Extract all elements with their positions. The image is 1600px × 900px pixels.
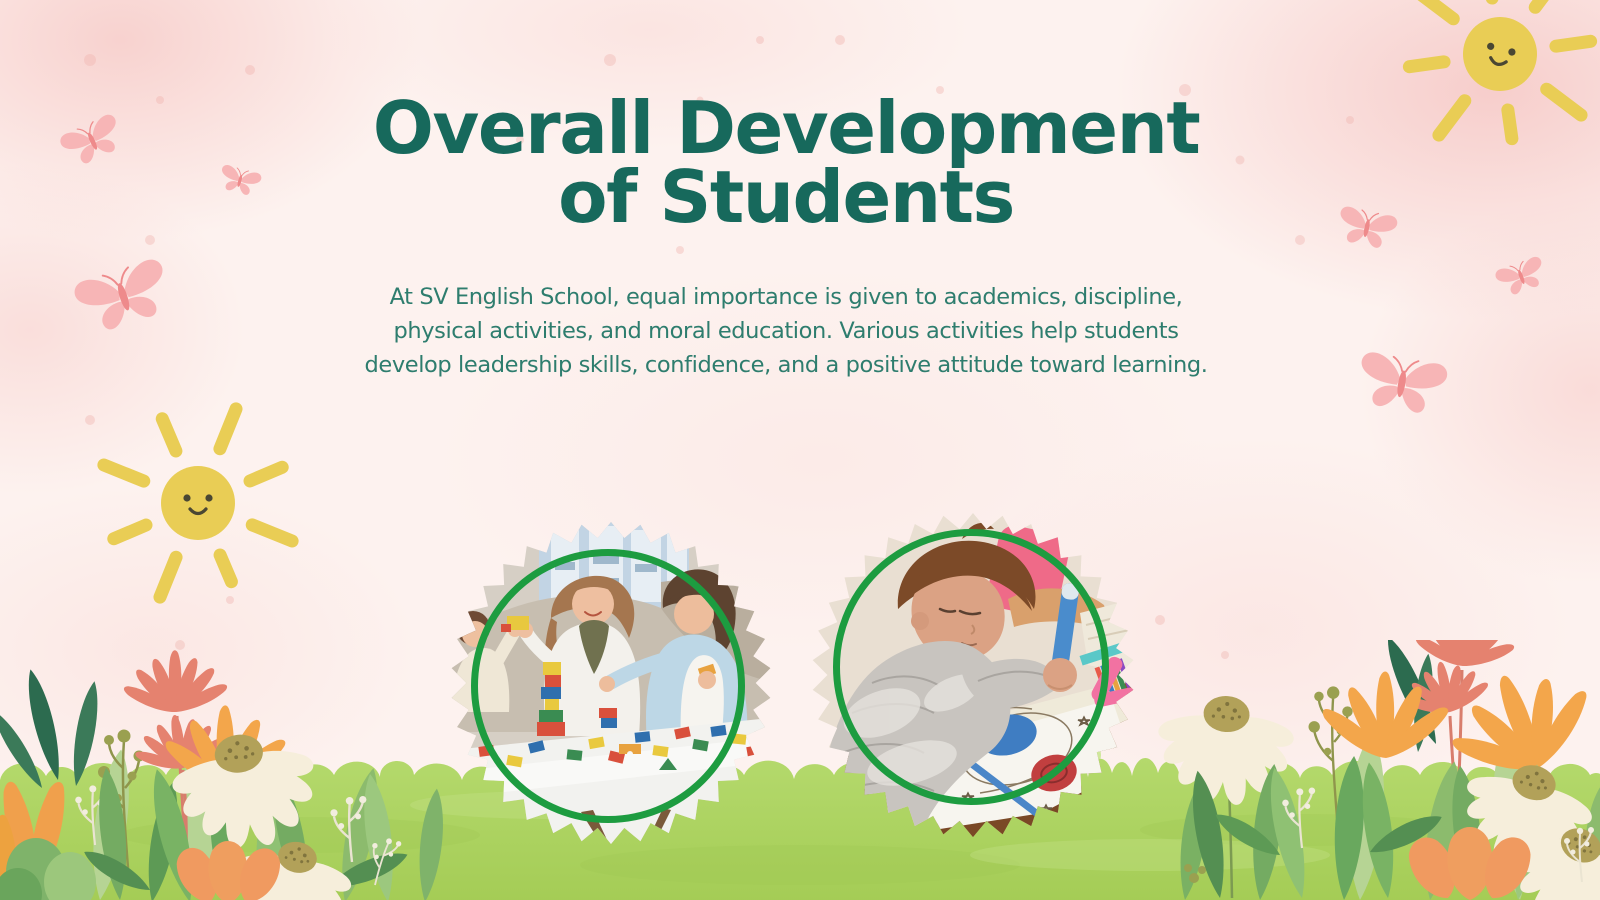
body-line: physical activities, and moral education. Various activities help students xyxy=(393,318,1179,344)
butterfly-icon xyxy=(58,112,127,170)
butterfly-icon xyxy=(1335,205,1399,251)
butterfly-icon xyxy=(72,257,176,337)
title-line: Overall Development xyxy=(372,86,1200,170)
slide-body-text xyxy=(365,280,1208,382)
wildflowers-left xyxy=(0,650,450,900)
photo-ring xyxy=(833,529,1109,805)
wildflowers-right xyxy=(1130,640,1600,900)
butterfly-icon xyxy=(1494,255,1549,299)
body-line: At SV English School, equal importance is given to academics, discipline, xyxy=(389,284,1183,310)
title-line: of Students xyxy=(558,155,1014,239)
photo-ring xyxy=(471,549,745,823)
butterfly-icon xyxy=(217,164,262,198)
sun-icon xyxy=(1374,0,1600,180)
body-line: develop leadership skills, confidence, and a positive attitude toward learning. xyxy=(364,352,1208,378)
butterfly-icon xyxy=(1355,351,1449,417)
sun-icon xyxy=(95,400,300,605)
page-title xyxy=(372,86,1200,239)
